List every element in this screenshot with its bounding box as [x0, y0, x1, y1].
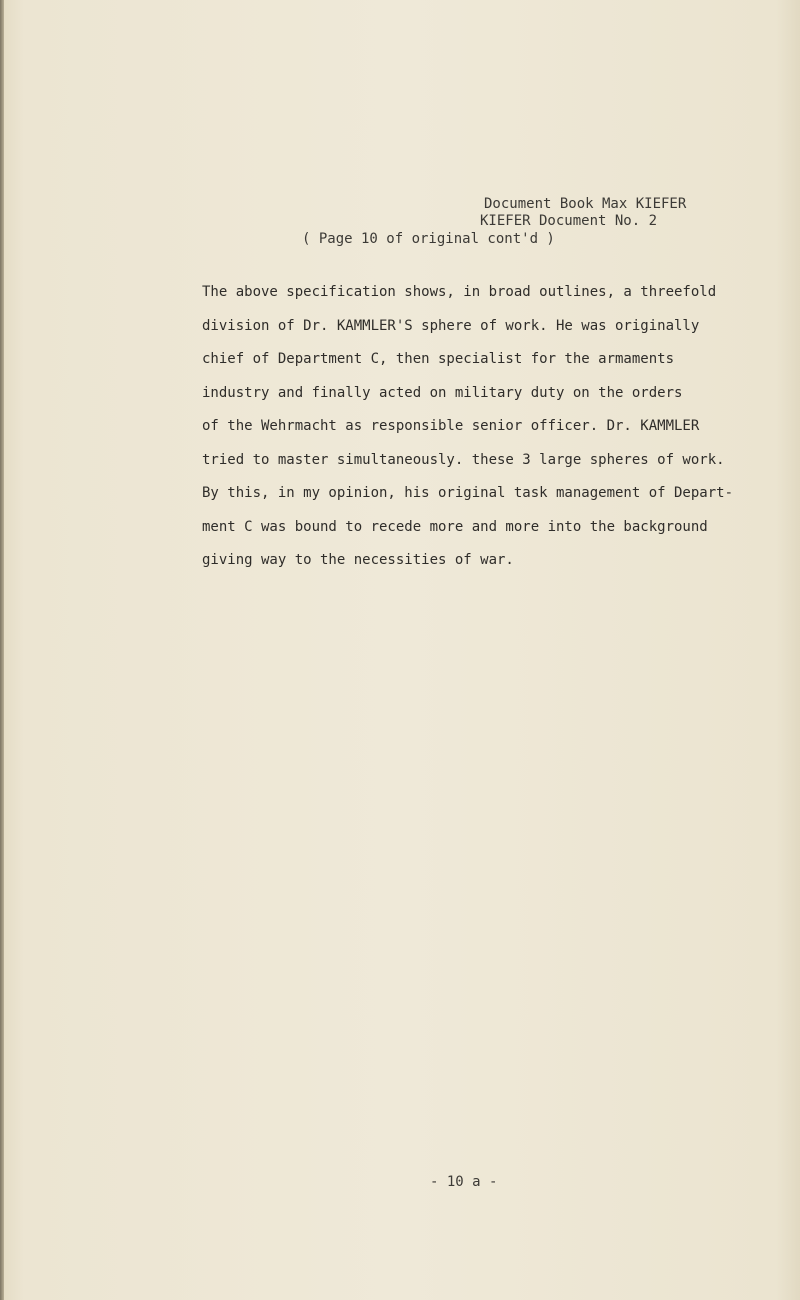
document-number-header: KIEFER Document No. 2 — [480, 213, 658, 229]
body-line: tried to master simultaneously. these 3 large spheres of work. — [202, 451, 725, 468]
body-line: ment C was bound to recede more and more into the background — [202, 518, 708, 535]
body-line: of the Wehrmacht as responsible senior officer. Dr. KAMMLER — [202, 418, 700, 434]
body-paragraph — [202, 276, 742, 578]
document-book-header: Document Book Max KIEFER — [484, 196, 687, 212]
page-edge-shadow — [0, 0, 4, 1300]
body-line: chief of Department C, then specialist for the armaments — [202, 351, 675, 367]
body-line: giving way to the necessities of war. — [202, 552, 514, 568]
body-line: By this, in my opinion, his original task management of Depart- — [202, 485, 734, 501]
page-continuation-note: ( Page 10 of original cont'd ) — [302, 231, 555, 247]
body-line: The above specification shows, in broad outlines, a threefold — [202, 284, 717, 300]
page-number-footer: - 10 a - — [430, 1174, 498, 1190]
body-line: division of Dr. KAMMLER'S sphere of work. He was originally — [202, 317, 700, 334]
body-line: industry and finally acted on military duty on the orders — [202, 384, 683, 401]
